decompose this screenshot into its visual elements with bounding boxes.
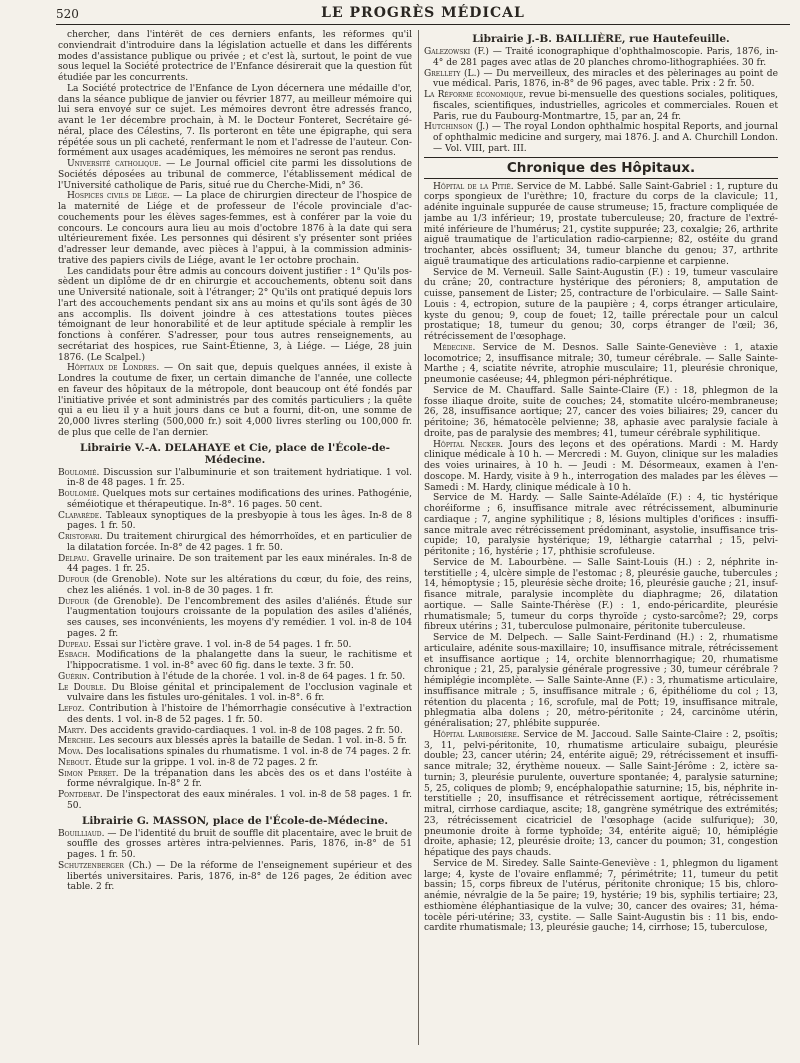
- entry-text: — De l'identité du bruit de souffle dit placentaire, avec le bruit de souffle des grosses artères intra-pelviennes. Paris, 1876, in-8° de 51 pages. 1 fr. 50.: [67, 828, 412, 860]
- entry-keyword: Boulomié.: [58, 467, 100, 478]
- entry-text: Service de M. Chauffard. Salle Sainte-Claire (F.) : 18, phlegmon de la fosse iliaque droite, suite de couches; 24, stomatite ulcéro-membraneuse; 26, 28, insuffisance aortique; 27, cancer des voies biliaires; 29, cancer du péritoine; 36, hématocèle pelvienne; 38, aphasie avec paralysie faciale à droite, pas de paralysie des membres; 41, tumeur cérébrale syphilitique.: [424, 385, 778, 439]
- page-number: 520: [56, 7, 79, 21]
- entry-text: Jours des leçons et des opérations. Mardi : M. Hardy clinique médicale à 10 h. — Mercredi : M. Guyon, clinique sur les maladies des voies urinaires, à 10 h. — Jeudi : M. Désormeaux, examen à l'endoscope. M. Hardy, visite à 9 h., interrogation des malades par les élèves — Samedi : M. Hardy, clinique médicale à 10 h.: [424, 439, 778, 493]
- article-paragraph: [424, 859, 778, 934]
- entry-text: revue bi-mensuelle des questions sociales, politiques, fiscales, scientifiques, industrielles, agricoles et commerciales. Rouen et Paris, rue du Faubourg-Montmartre, 15, par an, 24 fr.: [433, 90, 778, 122]
- entry-text: De la trépanation dans les abcès des os et dans l'ostéite à forme névralgique. In-8° 2 fr.: [67, 768, 412, 790]
- bibliography-entry: [424, 122, 778, 154]
- entry-text: Du traitement chirurgical des hémorrhoïdes, et en particulier de la dilatation forcée. In-8° de 42 pages. 1 fr. 50.: [67, 532, 412, 553]
- article-paragraph: [424, 730, 778, 859]
- entry-keyword: Cristofari.: [58, 532, 103, 542]
- entry-text: chercher, dans l'intérêt de ces derniers enfants, les réformes qu'il conviendrait d'introduire dans la législation actuelle et dans les différents modes d'assistance publique ou privée ; et c'est là, surtout, le point de vue sous lequel la Société protectrice de l'Enfance désirerait que la question fût étudiée par les concurrents.: [58, 30, 412, 83]
- entry-text: (de Grenoble). De l'encombrement des asiles d'aliénés. Étude sur l'augmentation toujours croissante de la population des asiles d'aliénés, ses causes, ses inconvénients, les moyens d'y remédier. 1 vol. in-8 de 104 pages. 2 fr.: [67, 596, 412, 639]
- entry-keyword: Dufour: [58, 596, 90, 607]
- entry-text: Librairie J.-B. BAILLIÈRE, rue Hautefeuille.: [472, 33, 730, 45]
- entry-text: Service de M. Hardy. — Salle Sainte-Adélaïde (F.) : 4, tic hystérique choréiforme ; 6, insuffisance mitrale avec rétrécissement, albuminurie cardiaque ; 7, angine syphilitique ; 8, lésions multiples d'orifices : insuffisance mitrale avec rétrécissement prédominant, asystolie, insuffisance triscupide; 10, paralysie hystérique; 19, léthargie catarrhal ; 15, pelvi-péritonite ; 16, hystérie ; 17, phthisie scrofuleuse.: [424, 493, 778, 557]
- entry-text: Essai sur l'ictère grave. 1 vol. in-8 de 54 pages. 1 fr. 50.: [91, 639, 352, 650]
- entry-keyword: Marty.: [58, 725, 87, 736]
- entry-text: De l'inspectorat des eaux minérales. 1 vol. in-8 de 58 pages. 1 fr. 50.: [67, 790, 412, 811]
- bibliography-entry: [58, 861, 412, 893]
- entry-text: Service de M. Desnos. Salle Sainte-Geneviève : 1, ataxie locomotrice; 2, insuffisance mitrale; 30, tumeur cérébrale. — Salle Sainte-Marthe ; 4, sciatite névrite, atrophie musculaire; 11, pleurésie chronique, pneumonie caséeuse; 44, phlegmon péri-néphrétique.: [424, 342, 778, 385]
- entry-keyword: Hôpital Necker.: [433, 439, 504, 450]
- bibliography-entry: [58, 769, 412, 791]
- entry-text: Service de M. Labbé. Salle Saint-Gabriel : 1, rupture du corps spongieux de l'urèthre; 10, fracture du corps de la clavicule; 11, adénite inguinale suppurée de cause strumeuse; 15, fracture compliquée de jambe au 1/3 inférieur; 19, prostate tuberculeuse; 20, fracture de l'extrémité inférieure de l'humérus; 21, cystite suppurée; 23, coxalgie; 26, arthrite aiguë traumatique de l'articulation radio-carpienne; 82, ostéite du grand trochanter, abcès ossifluent; 34, tumeur blanche du genou; 37, arthrite aiguë traumatique des articulations radio-carpienne et carpienne.: [424, 181, 778, 267]
- entry-keyword: Lefoz.: [58, 704, 85, 714]
- entry-text: La Société protectrice de l'Enfance de Lyon décernera une médaille d'or, dans la séance publique de janvier ou février 1877, au meilleur mémoire qui lui sera envoyé sur ce sujet. Les mémoires devront être adressés franco, avant le 1er décembre prochain, à M. le Docteur Fonteret, Secrétaire général, place des Célestins, 7. Ils porteront en tête une épigraphe, qui sera répétée sous un pli cacheté, renfermant le nom et l'adresse de l'auteur. Conformément aux usages académiques, les mémoires ne seront pas rendus.: [58, 83, 412, 159]
- column-divider: [418, 30, 419, 1045]
- bibliography-entry: [58, 790, 412, 812]
- article-paragraph: [58, 267, 412, 364]
- entry-text: Contribution à l'étude de la chorée. 1 vol. in-8 de 64 pages. 1 fr. 50.: [89, 671, 406, 682]
- bibliography-entry: [58, 672, 412, 683]
- entry-keyword: Esbach.: [58, 650, 91, 661]
- entry-keyword: Université catholique.: [67, 159, 162, 169]
- bibliography-entry: [58, 640, 412, 651]
- entry-text: Service de M. Labourbène. — Salle Saint-Louis (H.) : 2, néphrite interstitielle ; 4, ulcère simple de l'estomac ; 8, pleurésie gauche, tubercules ; 14, hémoptysie ; 15, pleurésie sèche droite; 16, pleurésie gauche ; 21, insuffisance mitrale, paralysie incomplète du diaphragme; 26, dilatation aortique. — Salle Sainte-Thérèse (F.) : 1, endo-péricardite, pleurésie rhumatismale; 5, tumeur du corps thyroïde ; cysto-sarcôme?; 29, corps fibreux utérins ; 31, tuberculose pulmonaire, péritonite tuberculeuse.: [424, 557, 778, 633]
- entry-text: Service de M. Jaccoud. Salle Sainte-Claire : 2, psoïtis; 3, 11, pelvi-péritonite, 10, rhumatisme articulaire subaigu, pleurésie double; 23, cancer utérin; 24, entérite aiguë; 29, rétrécissement et insuffisance mitrale; 32, érythème noueux. — Salle Saint-Jérôme : 2, ictère saturnin; 3, pleurésie purulente, ouverture spontanée; 4, paralysie saturnine; 5, 25, coliques de plomb; 9, encéphalopathie saturnine; 15, bis, néphrite interstitielle ; 20, insuffisance et rétrécissement aortique, rétrécissement mitral, cirrhose cardiaque, ascite; 18, gangrène symétrique des extrémités; 23, rétrécissement cicatriciel de l'œsophage (acide sulfurique); 30, pneumonie droite à forme typhoïde; 34, entérite aiguë; 10, hémiplégie droite, aphasie; 12, pleurésie droite; 13, cancer du poumon; 31, congestion hépatique des pays chauds.: [424, 729, 778, 858]
- entry-keyword: Nebout.: [58, 757, 92, 768]
- bibliography-entry: [58, 704, 412, 726]
- article-paragraph: [424, 182, 778, 268]
- article-paragraph: [58, 30, 412, 84]
- article-paragraph: [424, 633, 778, 730]
- left-column: [58, 30, 412, 1045]
- entry-keyword: Hôpital Lariboisière.: [433, 729, 520, 740]
- article-paragraph: [58, 191, 412, 266]
- entry-text: — Le Journal officiel cite parmi les dissolutions de Sociétés déposées au tribunal de commerce, l'établissement médical de l'Université catholique de Paris, situé rue du Cherche-Midi, n° 36.: [58, 159, 412, 191]
- bibliography-entry: [424, 47, 778, 69]
- article-paragraph: [424, 268, 778, 343]
- bibliography-entry: [58, 747, 412, 758]
- entry-keyword: Grellety: [424, 68, 461, 79]
- article-paragraph: [58, 363, 412, 438]
- bibliography-entry: [58, 683, 412, 705]
- entry-keyword: Dupeau.: [58, 639, 92, 650]
- bibliography-entry: [424, 90, 778, 122]
- entry-keyword: Claparède.: [58, 510, 103, 521]
- entry-text: Des accidents gravido-cardiaques. 1 vol. in-8 de 108 pages. 2 fr. 50.: [86, 725, 403, 736]
- article-paragraph: [424, 343, 778, 386]
- entry-text: Contribution à l'histoire de l'hémorrhagie consécutive à l'extraction des dents. 1 vol. in-8 de 52 pages. 1 fr. 50.: [67, 704, 412, 725]
- entry-text: (Ch.) — De la réforme de l'enseignement supérieur et des libertés universitaires. Paris, 1876, in-8° de 126 pages, 2e édition avec table. 2 fr.: [67, 860, 412, 893]
- publisher-heading: [58, 442, 412, 466]
- section-heading: [424, 157, 778, 179]
- entry-keyword: Hôpital de la Pitié.: [433, 181, 514, 192]
- page-header: [56, 4, 790, 25]
- entry-text: Librairie G. MASSON, place de l'École-de-Médecine.: [81, 814, 389, 827]
- entry-keyword: Pontdebat.: [58, 790, 103, 800]
- entry-keyword: Guérin.: [58, 671, 90, 682]
- entry-text: Chronique des Hôpitaux.: [506, 159, 696, 176]
- entry-text: Étude sur la grippe. 1 vol. in-8 de 72 pages. 2 fr.: [91, 757, 318, 768]
- bibliography-entry: [58, 468, 412, 490]
- bibliography-entry: [58, 650, 412, 672]
- bibliography-entry: [58, 532, 412, 554]
- entry-keyword: Merchie.: [58, 736, 96, 747]
- bibliography-entry: [58, 511, 412, 533]
- entry-text: Librairie V.-A. DELAHAYE et Cie, place de l'École-de-Médecine.: [79, 441, 391, 466]
- entry-text: (L.) — Du merveilleux, des miracles et des pèlerinages au point de vue médical. Paris, 1876, in-8° de 96 pages, avec table. Prix : 2 fr. 50.: [433, 68, 778, 90]
- article-paragraph: [424, 386, 778, 440]
- entry-text: — On sait que, depuis quelques années, il existe à Londres la coutume de fixer, un certain dimanche de l'année, une collecte en faveur des hôpitaux de la métropole, dont beaucoup ont été fondés par l'initiative privée et sont administrés par des comités particuliers ; la quête qui a eu lieu il y a huit jours dans ce but a fourni, dit-on, une somme de 20,000 livres sterling (500,000 fr.) soit 4,000 livres sterling ou 100,000 fr. de plus que celle de l'an dernier.: [58, 363, 412, 438]
- entry-keyword: La Réforme économique,: [424, 90, 526, 100]
- bibliography-entry: [58, 597, 412, 640]
- entry-text: Les secours aux blessés après la bataille de Sedan. 1 vol. in-8. 5 fr.: [95, 736, 407, 747]
- entry-text: Service de M. Delpech. — Salle Saint-Ferdinand (H.) : 2, rhumatisme articulaire, adénite sous-maxillaire; 10, insuffisance mitrale, rétrécissement et insuffisance aortique ; 14, orchite blennorrhagique; 20, rhumatisme chronique ; 21, 25, paralysie générale progressive ; 30, tumeur cérébrale ? hémiplégie incomplète. — Salle Sainte-Anne (F.) : 3, rhumatisme articulaire, insuffisance mitrale ; 5, insuffisance mitrale ; 6, épithéliome du col ; 13, rétention du placenta ; 16, scrofule, mal de Pott; 19, insuffisance mitrale, phlegmatia alba dolens ; 20, métro-péritonite ; 24, carcinôme utérin, généralisation; 27, phlébite suppurée.: [424, 633, 778, 729]
- article-paragraph: [58, 159, 412, 191]
- bibliography-entry: [58, 489, 412, 511]
- entry-text: Modifications de la phalangette dans la sueur, le rachitisme et l'hippocratisme. 1 vol. in-8° avec 60 fig. dans le texte. 3 fr. 50.: [67, 650, 412, 671]
- bibliography-entry: [58, 575, 412, 597]
- right-column: [424, 30, 778, 1045]
- entry-text: Des localisations spinales du rhumatisme. 1 vol. in-8 de 74 pages. 2 fr.: [83, 747, 412, 757]
- entry-keyword: Delpau.: [58, 553, 90, 564]
- entry-keyword: Simon Perret.: [58, 768, 119, 779]
- journal-title: LE PROGRÈS MÉDICAL: [321, 5, 525, 21]
- entry-keyword: Mova.: [58, 747, 84, 757]
- entry-keyword: Hôpitaux de Londres.: [67, 363, 160, 374]
- bibliography-entry: [58, 726, 412, 737]
- article-paragraph: [424, 558, 778, 633]
- entry-keyword: Médecine.: [433, 342, 476, 353]
- entry-keyword: Hutchinson: [424, 122, 473, 133]
- entry-text: (F.) — Traité iconographique d'ophthalmoscopie. Paris, 1876, in-4° de 281 pages avec atlas de 20 planches chromo-lithographiées. 30 fr.: [433, 47, 778, 68]
- entry-keyword: Schutzenberger: [58, 860, 124, 871]
- entry-text: Service de M. Verneuil. Salle Saint-Augustin (F.) : 19, tumeur vasculaire du crâne; 20, contracture hystérique des péroniers; 8, amputation de cuisse, pansement de Lister; 25, contracture de l'orbiculaire. — Salle Saint-Louis : 4, ectropion, suture de la paupière ; 4, corps étranger articulaire, kyste du genou; 9, coup de fouet; 12, taille prérectale pour un calcul prostatique; 18, tumeur du genou; 30, corps étranger de l'œil; 36, rétrécissement de l'œsophage.: [424, 267, 778, 342]
- entry-keyword: Galezowski: [424, 47, 471, 57]
- publisher-heading: [58, 815, 412, 827]
- bibliography-entry: [58, 829, 412, 861]
- bibliography-entry: [424, 69, 778, 91]
- entry-text: (J.) — The royal London ophthalmic hospital Reports, and journal of ophthalmic medicine and surgery, mai 1876. J. and A. Churchill London. — Vol. VIII, part. III.: [433, 122, 778, 154]
- entry-keyword: Dufour: [58, 575, 90, 585]
- entry-text: Gravelle urinaire. De son traitement par les eaux minérales. In-8 de 44 pages. 1 fr. 25.: [67, 553, 412, 575]
- entry-keyword: Le Double.: [58, 682, 107, 693]
- entry-keyword: Hospices civils de Liége.: [67, 191, 170, 202]
- entry-text: (de Grenoble). Note sur les altérations du cœur, du foie, des reins, chez les aliénés. 1 vol. in-8 de 30 pages. 1 fr.: [67, 575, 412, 596]
- article-paragraph: [424, 493, 778, 558]
- bibliography-entry: [58, 758, 412, 769]
- bibliography-entry: [58, 554, 412, 576]
- entry-text: Quelques mots sur certaines modifications des urines. Pathogénie, séméiotique et thérapeutique. In-8°. 16 pages. 50 cent.: [67, 489, 412, 510]
- entry-keyword: Bouilliaud.: [58, 828, 105, 839]
- entry-text: Discussion sur l'albuminurie et son traitement hydriatique. 1 vol. in-8 de 48 pages. 1 fr. 25.: [67, 467, 412, 489]
- entry-text: Service de M. Siredey. Salle Sainte-Geneviève : 1, phlegmon du ligament large; 4, kyste de l'ovaire enflammé; 7, périmétrite; 11, tumeur du petit bassin; 15, corps fibreux de l'utérus, péritonite chronique; 15 bis, chloro-anémie, névralgie de la 5e paire; 19, hystérie; 19 bis, syphilis tertiaire; 23, esthiomène éléphantiasique de la vulve; 30, cancer des ovaires; 31, hématocèle péri-utérine; 33, cystite. — Salle Saint-Augustin bis : 11 bis, endocardite rhumatismale; 13, pleurésie gauche; 14, cirrhose; 15, tuberculose,: [424, 858, 778, 934]
- article-paragraph: [58, 84, 412, 159]
- bibliography-entry: [58, 736, 412, 747]
- entry-text: — La place de chirurgien directeur de l'hospice de la maternité de Liége et de professeur de l'école provinciale d'accouchements pour les élèves sages-femmes, est à conférer par la voie du concours. Le concours aura lieu au mois d'octobre 1876 à la date qui sera ultérieurement fixée. Les personnes qui désirent s'y présenter sont priées d'adresser leur demande, avec pièces à l'appui, à la commission administrative des papiers civils de Liége, avant le 1er octobre prochain.: [58, 191, 412, 266]
- entry-text: Les candidats pour être admis au concours doivent justifier : 1° Qu'ils possèdent un diplôme de dr en chirurgie et accouchements, obtenu soit dans une Université nationale, soit à l'étranger; 2° Qu'ils ont pratiqué depuis lors l'art des accouchements pendant six ans au moins et qu'ils sont âgés de 30 ans accomplis. Ils doivent joindre à ces attestations toutes pièces témoignant de leur honorabilité et de leur aptitude spéciale à remplir les fonctions à conférer. S'adresser, pour tous autres renseignements, au secrétariat des hospices, rue Saint-Étienne, 3, à Liége. — Liége, 28 juin 1876. (Le Scalpel.): [58, 266, 412, 363]
- entry-text: Du Bloise génital et principalement de l'occlusion vaginale et vulvaire dans les fistules uro-génitales. 1 vol. in-8°. 6 fr.: [67, 682, 412, 704]
- article-paragraph: [424, 440, 778, 494]
- publisher-heading: [424, 33, 778, 45]
- entry-text: Tableaux synoptiques de la presbyopie à tous les âges. In-8 de 8 pages. 1 fr. 50.: [67, 510, 412, 532]
- entry-keyword: Boulomié.: [58, 489, 100, 499]
